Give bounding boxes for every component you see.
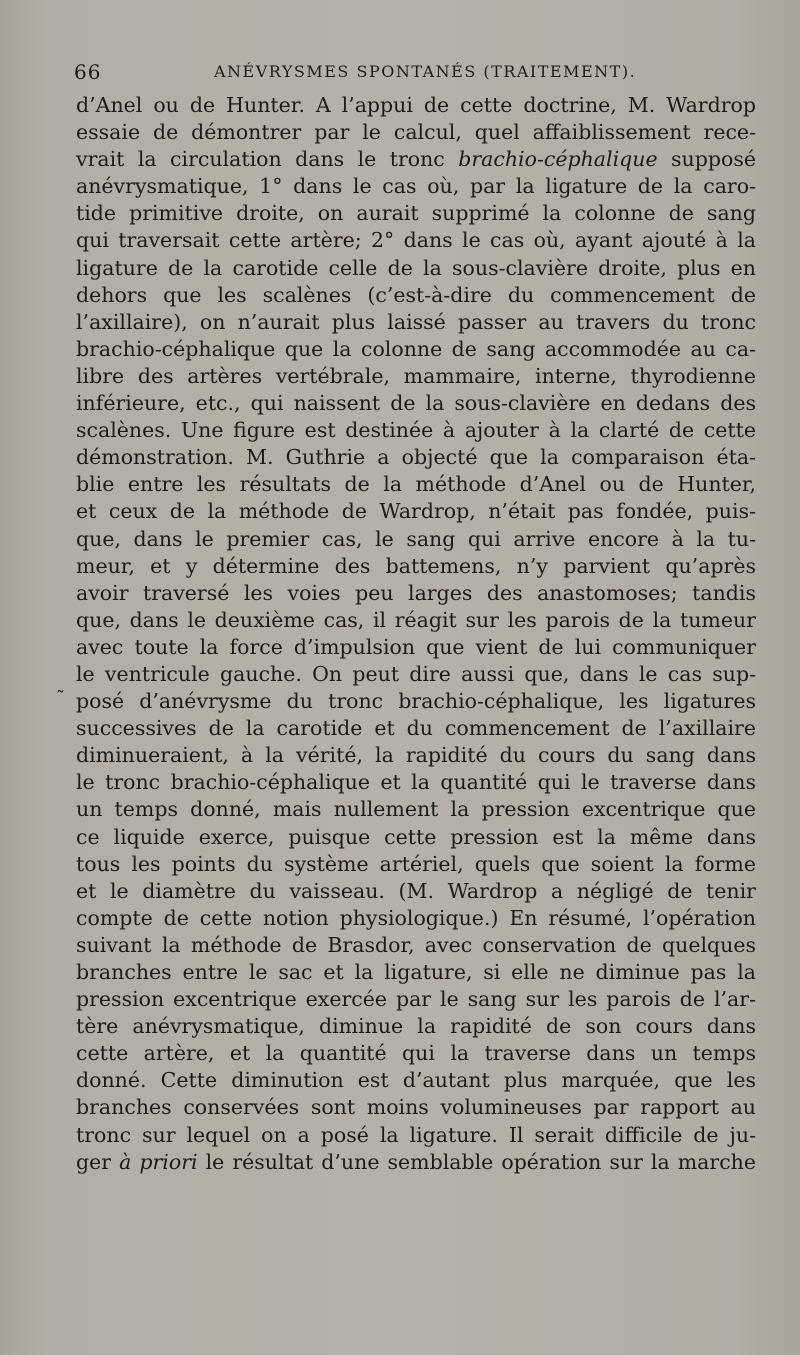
text-line: posé d’anévrysme du tronc brachio-céphalique, les ligatures xyxy=(76,689,756,714)
text-line: le ventricule gauche. On peut dire aussi que, dans le cas sup- xyxy=(76,661,756,686)
text-line: meur, et y détermine des battemens, n’y parvient qu’après xyxy=(76,553,756,578)
text-line: branches conservées sont moins volumineuses par rapport au xyxy=(76,1095,756,1120)
page-header xyxy=(74,60,754,90)
text-line: compte de cette notion physiologique.) En résumé, l’opération xyxy=(76,905,756,930)
text-line: un temps donné, mais nullement la pression excentrique que xyxy=(76,797,756,822)
text-line: avec toute la force d’impulsion que vient de lui communiquer xyxy=(76,634,756,659)
text-line: tronc sur lequel on a posé la ligature. Il serait difficile de ju- xyxy=(76,1122,756,1147)
text-line: ger à priori le résultat d’une semblable opération sur la marche xyxy=(76,1149,756,1174)
text-line: tide primitive droite, on aurait supprimé la colonne de sang xyxy=(76,201,756,226)
text-line: anévrysmatique, 1° dans le cas où, par la ligature de la caro- xyxy=(76,174,756,199)
text-line: le tronc brachio-céphalique et la quantité qui le traverse dans xyxy=(76,770,756,795)
text-line: branches entre le sac et la ligature, si elle ne diminue pas la xyxy=(76,960,756,984)
text-line: ce liquide exerce, puisque cette pression est la même dans xyxy=(76,824,756,849)
text-line: essaie de démontrer par le calcul, quel affaiblissement rece- xyxy=(76,120,756,145)
text-line: d’Anel ou de Hunter. A l’appui de cette doctrine, M. Wardrop xyxy=(76,93,756,117)
text-line: donné. Cette diminution est d’autant plus marquée, que les xyxy=(76,1068,756,1093)
text-line: et ceux de la méthode de Wardrop, n’était pas fondée, puis- xyxy=(76,499,756,524)
text-line: suivant la méthode de Brasdor, avec conservation de quelques xyxy=(76,932,756,957)
text-line: pression excentrique exercée par le sang sur les parois de l’ar- xyxy=(76,987,756,1012)
text-line: avoir traversé les voies peu larges des anastomoses; tandis xyxy=(76,580,756,605)
text-line: inférieure, etc., qui naissent de la sous-clavière en dedans des xyxy=(76,391,756,416)
page-number: 66 xyxy=(74,60,102,84)
text-line: ligature de la carotide celle de la sous-clavière droite, plus en xyxy=(76,255,756,280)
running-title: ANÉVRYSMES SPONTANÉS (TRAITEMENT). xyxy=(214,62,637,81)
text-line: blie entre les résultats de la méthode d’Anel ou de Hunter, xyxy=(76,472,756,497)
text-line: tous les points du système artériel, quels que soient la forme xyxy=(76,851,756,876)
text-line: que, dans le deuxième cas, il réagit sur les parois de la tumeur xyxy=(76,607,756,632)
text-line: et le diamètre du vaisseau. (M. Wardrop a négligé de tenir xyxy=(76,878,756,903)
text-line: tère anévrysmatique, diminue la rapidité de son cours dans xyxy=(76,1014,756,1039)
text-line: cette artère, et la quantité qui la traverse dans un temps xyxy=(76,1041,756,1066)
body-text xyxy=(76,92,756,1176)
text-line: brachio-céphalique que la colonne de sang accommodée au ca- xyxy=(76,336,756,361)
margin-mark: ˜ xyxy=(56,688,65,709)
text-line: dehors que les scalènes (c’est-à-dire du commencement de xyxy=(76,282,756,307)
text-line: l’axillaire), on n’aurait plus laissé passer au travers du tronc xyxy=(76,309,756,334)
text-line: que, dans le premier cas, le sang qui arrive encore à la tu- xyxy=(76,526,756,551)
text-line: démonstration. M. Guthrie a objecté que la comparaison éta- xyxy=(76,445,756,470)
text-line: qui traversait cette artère; 2° dans le cas où, ayant ajouté à la xyxy=(76,228,756,253)
text-line: successives de la carotide et du commencement de l’axillaire xyxy=(76,716,756,741)
text-line: libre des artères vertébrale, mammaire, interne, thyrodienne xyxy=(76,363,756,388)
text-line: scalènes. Une figure est destinée à ajouter à la clarté de cette xyxy=(76,418,756,443)
text-line: diminueraient, à la vérité, la rapidité du cours du sang dans xyxy=(76,743,756,768)
text-line: vrait la circulation dans le tronc brachio-céphalique supposé xyxy=(76,147,756,172)
